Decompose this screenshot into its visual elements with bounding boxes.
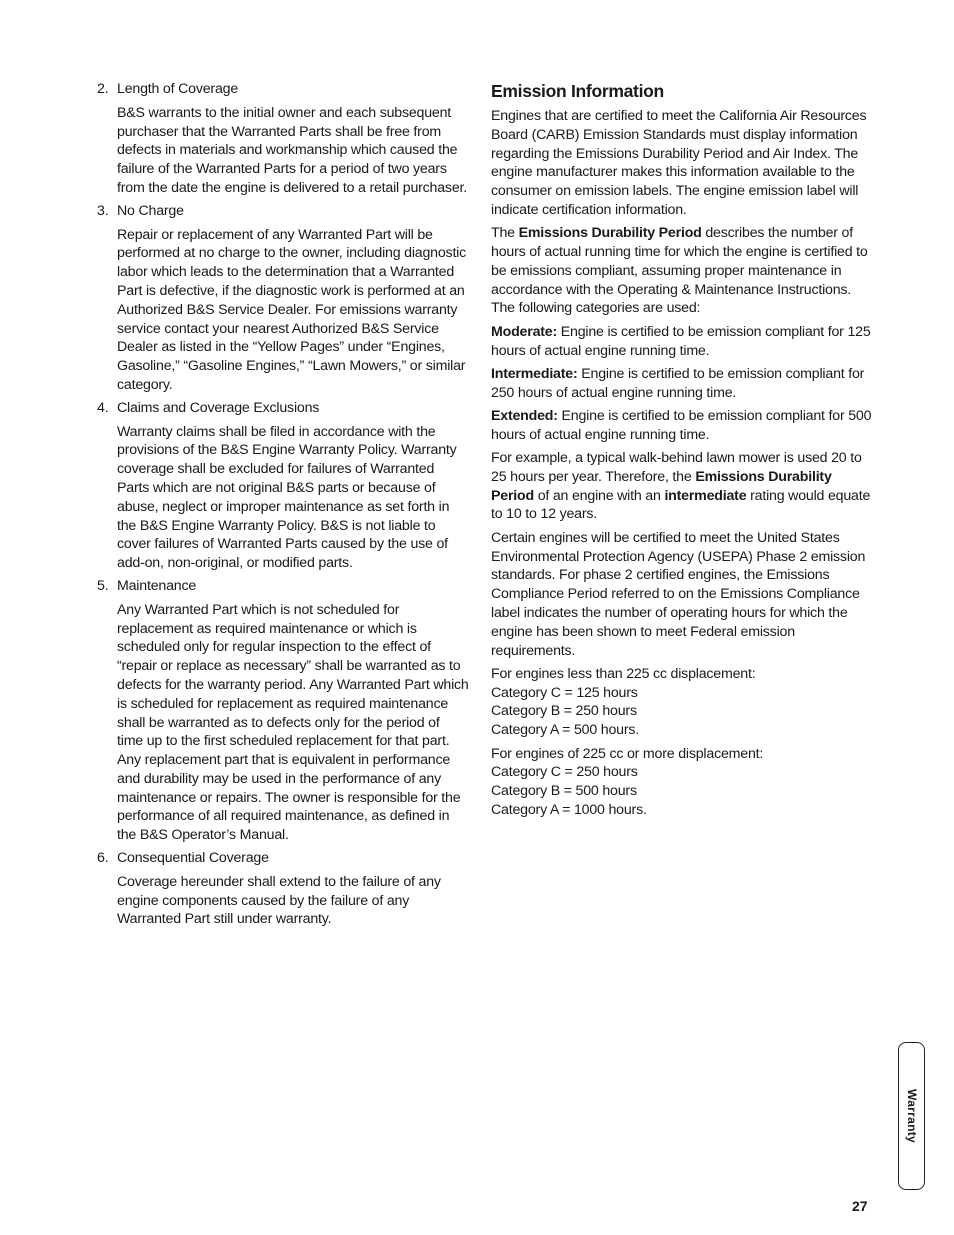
less-than-225cc-block xyxy=(491,665,873,740)
list-item xyxy=(97,849,469,929)
item-title: Claims and Coverage Exclusions xyxy=(117,399,320,416)
extended-paragraph: Extended: Engine is certified to be emission compliant for 500 hours of actual engine running time. xyxy=(491,407,872,443)
item-number: 3. xyxy=(97,202,109,219)
item-number: 4. xyxy=(97,399,109,416)
category-line: Category C = 250 hours xyxy=(491,764,638,781)
item-body: Coverage hereunder shall extend to the failure of any engine components caused by the failure of any Warranted Part still under warranty. xyxy=(117,873,441,928)
more-heading: For engines of 225 cc or more displacement: xyxy=(491,745,764,762)
item-body: Repair or replacement of any Warranted Part will be performed at no charge to the owner, including diagnostic labor which leads to the determination that a Warranted Part is defective, if the diagnostic work is performed at an Authorized B&S Service Dealer. For emissions warranty service contact your nearest Authorized B&S Service Dealer as listed in the “Yellow Pages” under “Engines, Gasoline,” “Gasoline Engines,” “Lawn Mowers,” or similar category. xyxy=(117,226,467,393)
225cc-or-more-block xyxy=(491,745,873,820)
item-number: 6. xyxy=(97,850,109,867)
list-item xyxy=(97,80,469,198)
category-line: Category A = 500 hours. xyxy=(491,722,640,739)
emission-intro: Engines that are certified to meet the California Air Resources Board (CARB) Emission Standards must display information regarding the Emissions Durability Period and Air Index. The engine manufacturer makes this information available to the consumer on emission labels. The engine emission label will indicate certification information. xyxy=(491,108,867,218)
item-title: Length of Coverage xyxy=(117,81,239,97)
section-side-tab xyxy=(898,1042,925,1190)
item-body: Warranty claims shall be filed in accordance with the provisions of the B&S Engine Warranty Policy. Warranty coverage shall be excluded for failures of Warranted Parts which are not original B&S parts or because of abuse, neglect or improper maintenance as set forth in the B&S Engine Warranty Policy. B&S is not liable to cover failures of Warranted Parts caused by the use of add-on, non-original, or modified parts. xyxy=(117,423,457,572)
section-title: Emission Information xyxy=(491,81,664,101)
item-body: B&S warrants to the initial owner and each subsequent purchaser that the Warranted Parts shall be free from defects in materials and workmanship which caused the failure of the Warranted Parts for a period of two years from the date the engine is delivered to a retail purchaser. xyxy=(117,104,467,196)
side-tab-label: Warranty xyxy=(904,1089,919,1143)
category-line: Category B = 250 hours xyxy=(491,703,637,720)
list-item xyxy=(97,399,469,573)
item-body: Any Warranted Part which is not scheduled for replacement as required maintenance or which is scheduled only for regular inspection to the effect of “repair or replace as necessary” shall be warranted as to defects for the warranty period. Any Warranted Part which is scheduled for replacement as required maintenance shall be warranted as to defects only for the period of time up to the first scheduled replacement for that part. Any replacement part that is equivalent in performance and durability may be used in the performance of any maintenance or repairs. The owner is responsible for the performance of all required maintenance, as defined in the B&S Operator’s Manual. xyxy=(117,601,469,844)
moderate-paragraph: Moderate: Engine is certified to be emission compliant for 125 hours of actual engine running time. xyxy=(491,323,871,359)
warranty-terms-column xyxy=(97,80,469,933)
item-title: Consequential Coverage xyxy=(117,850,269,867)
example-paragraph: For example, a typical walk-behind lawn mower is used 20 to 25 hours per year. Therefore, the Emissions Durability Period of an engine with an intermediate rating would equate to 10 to 12 years. xyxy=(491,450,871,523)
list-item xyxy=(97,202,469,395)
category-line: Category B = 500 hours xyxy=(491,783,637,800)
list-item xyxy=(97,577,469,845)
intermediate-paragraph: Intermediate: Engine is certified to be emission compliant for 250 hours of actual engine running time. xyxy=(491,365,865,401)
edp-paragraph: The Emissions Durability Period describes the number of hours of actual running time for which the engine is certified to be emissions compliant, assuming proper maintenance in accordance with the Operating & Maintenance Instructions. The following categories are used: xyxy=(491,225,868,317)
less-heading: For engines less than 225 cc displacement: xyxy=(491,665,756,682)
category-line: Category A = 1000 hours. xyxy=(491,801,647,818)
page-number: 27 xyxy=(852,1198,868,1214)
usepa-paragraph: Certain engines will be certified to meet the United States Environmental Protection Agency (USEPA) Phase 2 emission standards. For phase 2 certified engines, the Emissions Compliance Period referred to on the Emissions Compliance label indicates the number of operating hours for which the engine has been shown to meet Federal emission requirements. xyxy=(491,529,866,659)
emission-information-column xyxy=(491,80,873,824)
item-number: 5. xyxy=(97,577,109,594)
item-number: 2. xyxy=(97,81,109,97)
category-line: Category C = 125 hours xyxy=(491,684,638,701)
item-title: No Charge xyxy=(117,202,184,219)
item-title: Maintenance xyxy=(117,577,197,594)
